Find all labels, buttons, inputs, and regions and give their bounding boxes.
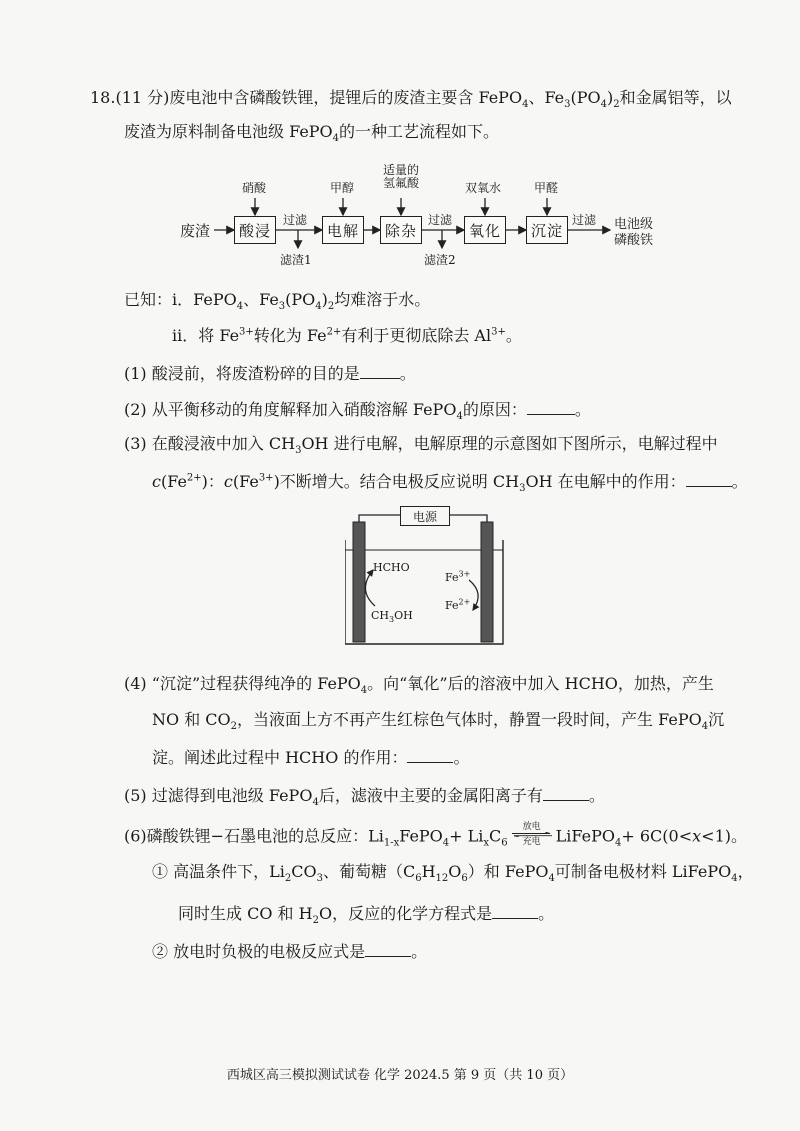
- question-6-sub1-line2: 同时生成 CO 和 $H_2O$，反应的化学方程式是 。: [178, 904, 555, 927]
- answer-blank-q1[interactable]: [360, 364, 400, 379]
- reagent-hf: 适量的 氢氟酸: [383, 163, 420, 191]
- reagent-formaldehyde: 甲醛: [534, 181, 559, 195]
- question-3-line2: $c(Fe^{2+})$：$c(Fe^{3+})$不断增大。结合电极反应说明 $CH_3OH$ 在电解中的作用： 。: [152, 472, 748, 495]
- question-intro-line1: 18.(11 分)废电池中含磷酸铁锂，提锂后的废渣主要含 FePO$_4$、$Fe_3(PO_4)_2$和金属铝等，以: [90, 88, 732, 111]
- flow-box-acid-leach: 酸浸: [234, 216, 276, 244]
- filter-label-1: 过滤: [283, 213, 308, 227]
- question-intro-line2: 废渣为原料制备电池级 FePO$_4$的一种工艺流程如下。: [124, 122, 500, 145]
- process-flowchart: [170, 163, 690, 278]
- reagent-methanol: 甲醇: [330, 181, 355, 195]
- known-item2: ⅱ．将 $Fe^{3+}$转化为 $Fe^{2+}$有利于更彻底除去 $Al^{3+}$。: [172, 326, 522, 345]
- reversible-arrow: 放电 充电: [512, 822, 552, 848]
- flow-box-electrolysis: 电解: [322, 216, 364, 244]
- label-ch3oh: $CH_3OH$: [371, 609, 413, 625]
- flow-end-line2: 磷酸铁: [614, 233, 654, 248]
- filter-label-3: 过滤: [572, 213, 597, 227]
- answer-blank-q2[interactable]: [527, 400, 575, 415]
- question-4-line1: (4) “沉淀”过程获得纯净的 FePO$_4$。向“氧化”后的溶液中加入 HCHO，加热，产生: [124, 674, 714, 697]
- reagent-h2o2: 双氧水: [465, 181, 502, 195]
- known-item1: 已知：ⅰ．FePO$_4$、$Fe_3(PO_4)_2$均难溶于水。: [124, 290, 431, 313]
- question-6-reaction: (6)磷酸铁锂−石墨电池的总反应：$Li_{1-x}FePO_4+ Li_xC_6$放电 充电 LiFePO$_4$+ 6C(0<x<1)。: [124, 822, 747, 849]
- label-fe3: $Fe^{3+}$: [445, 569, 471, 584]
- power-supply: 电源: [400, 506, 450, 526]
- question-2: (2) 从平衡移动的角度解释加入硝酸溶解 FePO$_4$的原因： 。: [124, 400, 591, 423]
- flow-end-line1: 电池级: [614, 217, 654, 232]
- residue-1: 滤渣1: [280, 253, 312, 267]
- residue-2: 滤渣2: [424, 253, 456, 267]
- flow-start: 废渣: [180, 222, 211, 240]
- answer-blank-q6-2[interactable]: [365, 942, 411, 957]
- question-1: (1) 酸浸前，将废渣粉碎的目的是 。: [124, 364, 416, 383]
- question-3-line1: (3) 在酸浸液中加入 $CH_3OH$ 进行电解，电解原理的示意图如下图所示，电解过程中: [124, 434, 718, 457]
- flow-box-precipitation: 沉淀: [526, 216, 568, 244]
- answer-blank-q5[interactable]: [543, 786, 589, 801]
- answer-blank-q4[interactable]: [407, 748, 453, 763]
- filter-label-2: 过滤: [428, 213, 453, 227]
- flow-box-impurity-removal: 除杂: [380, 216, 422, 244]
- question-points: (11 分): [115, 88, 170, 107]
- question-number: 18.: [90, 88, 116, 107]
- label-fe2: $Fe^{2+}$: [445, 597, 471, 612]
- question-4-line3: 淀。阐述此过程中 HCHO 的作用： 。: [152, 748, 470, 767]
- electrolysis-cell-diagram: [345, 498, 505, 648]
- page-footer: 西城区高三模拟测试试卷 化学 2024.5 第 9 页（共 10 页）: [226, 1068, 574, 1083]
- answer-blank-q3[interactable]: [686, 472, 732, 487]
- question-5: (5) 过滤得到电池级 FePO$_4$后，滤液中主要的金属阳离子有 。: [124, 786, 605, 809]
- answer-blank-q6-1[interactable]: [492, 904, 538, 919]
- reagent-nitric-acid: 硝酸: [242, 181, 267, 195]
- label-hcho: HCHO: [373, 561, 410, 574]
- question-4-line2: NO 和 $CO_2$，当液面上方不再产生红棕色气体时，静置一段时间，产生 FePO$_4$沉: [152, 710, 725, 733]
- question-6-sub1-line1: ① 高温条件下，$Li_2CO_3$、葡萄糖$(C_6H_{12}O_6)$和 FePO$_4$可制备电极材料 LiFePO$_4$，: [152, 862, 754, 885]
- flow-box-oxidation: 氧化: [464, 216, 506, 244]
- question-6-sub2: ② 放电时负极的电极反应式是 。: [152, 942, 428, 961]
